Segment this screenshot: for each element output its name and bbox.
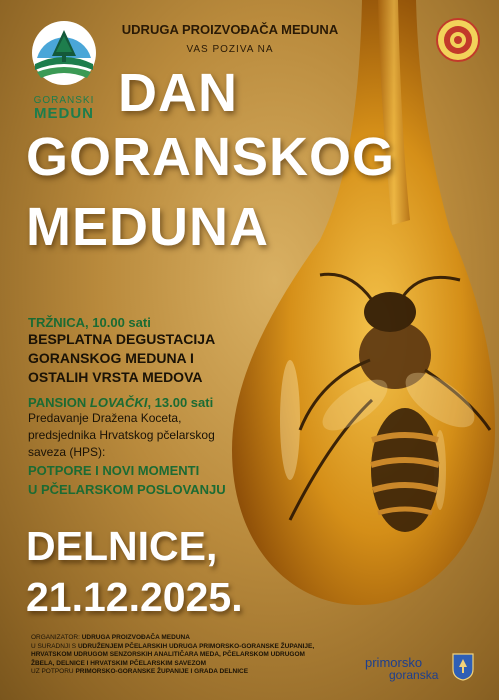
lecture-line3: saveza (HPS): <box>28 445 106 459</box>
county-logo-line2: goranska <box>389 668 439 682</box>
lecture-topic1: POTPORE I NOVI MOMENTI <box>28 463 200 478</box>
lecture-heading-prefix: PANSION <box>28 395 87 410</box>
goranski-medun-logo-icon <box>31 20 97 86</box>
lecture-description <box>28 410 308 461</box>
market-line3: OSTALIH VRSTA MEDOVA <box>28 369 203 385</box>
logo-text-line1: GORANSKI <box>33 95 95 106</box>
lecture-venue: LOVAČKI <box>89 395 148 410</box>
invitation-text: VAS POZIVA NA <box>186 44 274 55</box>
lecture-line1: Predavanje Dražena Koceta, <box>28 411 182 425</box>
lecture-time: , 13.00 sati <box>147 395 214 410</box>
town-crest-icon <box>452 653 474 681</box>
footer-partners-line2: HRVATSKOM UDRUGOM SENZORSKIH ANALITIČARA MEDA, PČELARSKOM UDRUGOM <box>31 651 305 658</box>
county-logo-line1: primorsko <box>365 655 423 670</box>
footer-credits <box>31 634 331 677</box>
title-line2: GORANSKOG <box>26 127 396 187</box>
lecture-line2: predsjednika Hrvatskog pčelarskog <box>28 428 215 442</box>
county-logo-icon <box>363 653 439 683</box>
event-place: DELNICE, <box>26 523 218 569</box>
title-line3: MEDUNA <box>26 197 269 257</box>
footer-organizer: ORGANIZATOR: UDRUGA PROIZVOĐAČA MEDUNA <box>31 634 190 641</box>
footer-partners: U SURADNJI S UDRUŽENJEM PČELARSKIH UDRUGA PRIMORSKO-GORANSKE ŽUPANIJE, <box>31 642 315 650</box>
lecture-topic <box>28 461 226 499</box>
footer-support: UZ POTPORU PRIMORSKO-GORANSKE ŽUPANIJE I GRADA DELNICE <box>31 668 249 675</box>
title-line1: DAN <box>118 63 238 123</box>
lecture-topic2: U PČELARSKOM POSLOVANJU <box>28 482 226 497</box>
goranski-medun-logo <box>26 20 102 128</box>
quality-seal-icon <box>436 18 480 62</box>
footer-partners-line3: ŽBELA, DELNICE I HRVATSKIM PČELARSKIM SAVEZOM <box>31 659 207 667</box>
logo-text-line2: MEDUN <box>34 105 94 122</box>
organizer-heading: UDRUGA PROIZVOĐAČA MEDUNA <box>121 22 339 37</box>
market-line2: GORANSKOG MEDUNA I <box>28 350 194 366</box>
market-description <box>28 330 215 387</box>
market-line1: BESPLATNA DEGUSTACIJA <box>28 331 216 347</box>
event-date: 21.12.2025. <box>26 574 243 620</box>
market-heading: TRŽNICA, 10.00 sati <box>28 315 151 330</box>
